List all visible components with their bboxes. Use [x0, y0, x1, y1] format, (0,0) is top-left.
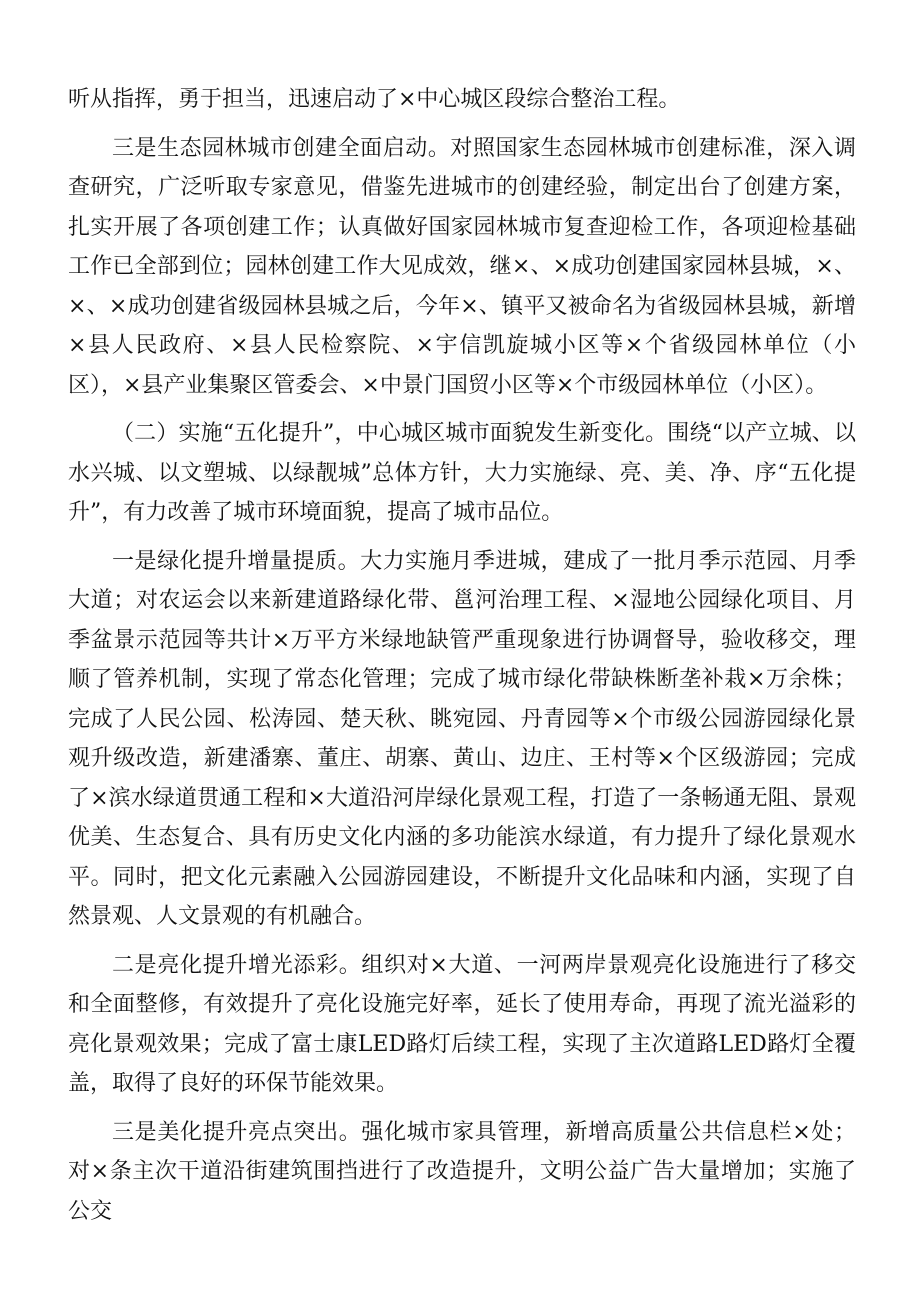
- section-heading-five-improvements: （二）实施“五化提升”，中心城区城市面貌发生新变化。围绕“以产立城、以水兴城、以文塑城、以绿靓城”总体方针，大力实施绿、亮、美、净、序“五化提升”，有力改善了城市环境面貌，提高了城市品位。: [68, 421, 856, 525]
- paragraph-lighting: 二是亮化提升增光添彩。组织对×大道、一河两岸景观亮化设施进行了移交和全面整修，有效提升了亮化设施完好率，延长了使用寿命，再现了流光溢彩的亮化景观效果；完成了富士康LED路灯后续工程，实现了主次道路LED路灯全覆盖，取得了良好的环保节能效果。: [68, 952, 856, 1096]
- paragraph-beautification: 三是美化提升亮点突出。强化城市家具管理，新增高质量公共信息栏×处；对×条主次干道沿街建筑围挡进行了改造提升，文明公益广告大量增加；实施了公交: [68, 1119, 856, 1224]
- paragraph-ecological-garden-city: 三是生态园林城市创建全面启动。对照国家生态园林城市创建标准，深入调查研究，广泛听取专家意见，借鉴先进城市的创建经验，制定出台了创建方案，扎实开展了各项创建工作；认真做好国家园林城市复查迎检工作，各项迎检基础工作已全部到位；园林创建工作大见成效，继×、×成功创建国家园林县城，×、×、×成功创建省级园林县城之后，今年×、镇平又被命名为省级园林县城，新增×县人民政府、×县人民检察院、×宇信凯旋城小区等×个省级园林单位（小区），×县产业集聚区管委会、×中景门国贸小区等×个市级园林单位（小区）。: [68, 135, 856, 398]
- paragraph-greening: 一是绿化提升增量提质。大力实施月季进城，建成了一批月季示范园、月季大道；对农运会以来新建道路绿化带、邕河治理工程、×湿地公园绿化项目、月季盆景示范园等共计×万平方米绿地缺管严重现象进行协调督导，验收移交，理顺了管养机制，实现了常态化管理；完成了城市绿化带缺株断垄补栽×万余株；完成了人民公园、松涛园、楚天秋、眺宛园、丹青园等×个市级公园游园绿化景观升级改造，新建潘寨、董庄、胡寨、黄山、边庄、王村等×个区级游园；完成了×滨水绿道贯通工程和×大道沿河岸绿化景观工程，打造了一条畅通无阻、景观优美、生态复合、具有历史文化内涵的多功能滨水绿道，有力提升了绿化景观水平。同时，把文化元素融入公园游园建设，不断提升文化品味和内涵，实现了自然景观、人文景观的有机融合。: [68, 548, 856, 929]
- paragraph-continuation: 听从指挥，勇于担当，迅速启动了×中心城区段综合整治工程。: [68, 87, 681, 112]
- document-body: [68, 80, 856, 1240]
